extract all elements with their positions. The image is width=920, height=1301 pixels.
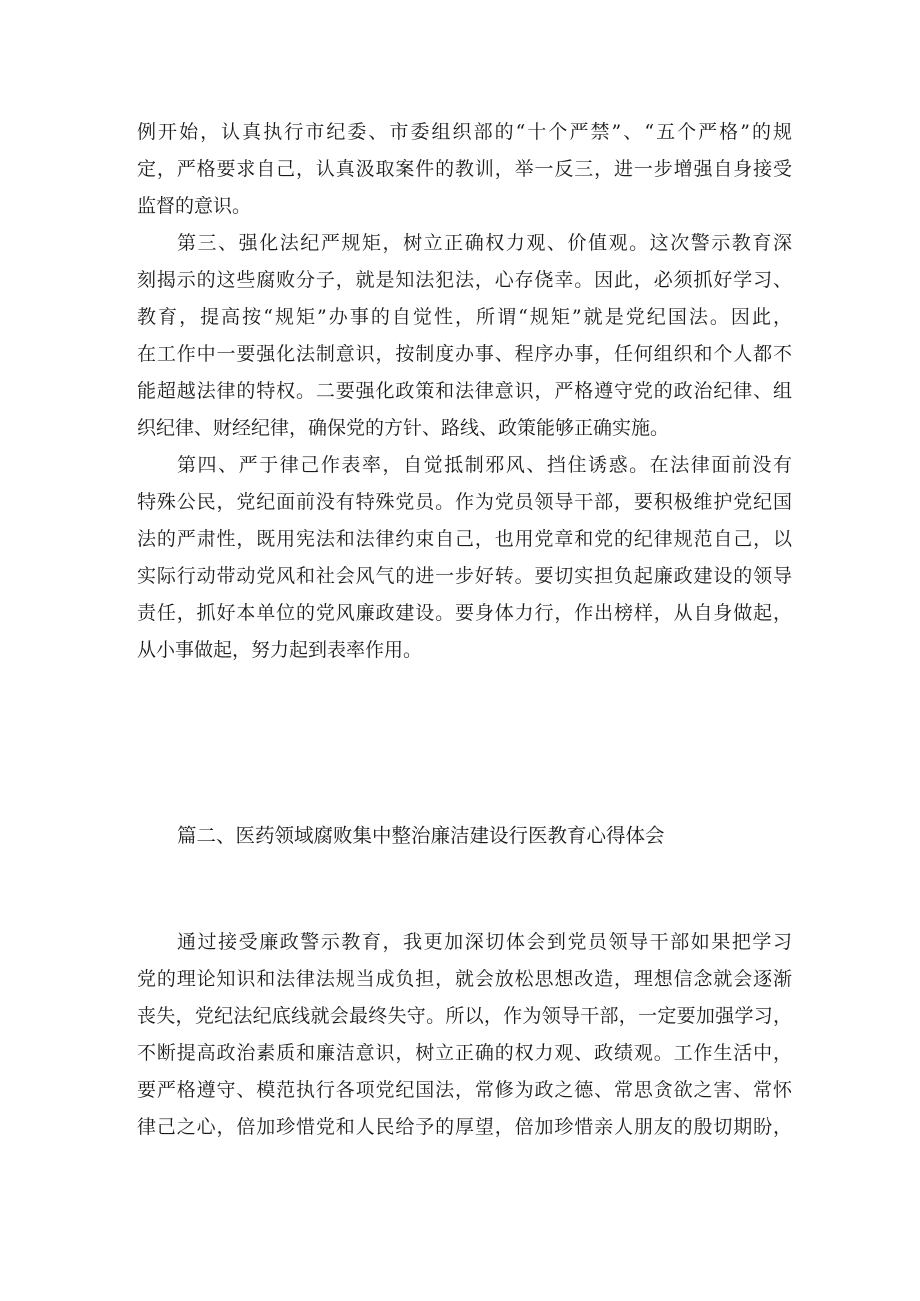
paragraph-1-line-1: 例开始，认真执行市纪委、市委组织部的“十个严禁”、“五个严格”的规 [137, 121, 792, 143]
paragraph-4-line-4: 不断提高政治素质和廉洁意识，树立正确的权力观、政绩观。工作生活中， [137, 1042, 792, 1064]
paragraph-4-line-6: 律己之心，倍加珍惜党和人民给予的厚望，倍加珍惜亲人朋友的殷切期盼， [137, 1116, 792, 1138]
paragraph-4-line-2: 党的理论知识和法律法规当成负担，就会放松思想改造，理想信念就会逐渐 [137, 968, 792, 990]
paragraph-3-line-6: 从小事做起，努力起到表率作用。 [137, 639, 423, 661]
paragraph-2-line-1: 第三、强化法纪严规矩，树立正确权力观、价值观。这次警示教育深 [177, 232, 792, 254]
paragraph-2-line-4: 在工作中一要强化法制意识，按制度办事、程序办事，任何组织和个人都不 [137, 343, 792, 365]
paragraph-4-line-5: 要严格遵守、模范执行各项党纪国法，常修为政之德、常思贪欲之害、常怀 [137, 1079, 792, 1101]
paragraph-4-line-1: 通过接受廉政警示教育，我更加深切体会到党员领导干部如果把学习 [177, 931, 792, 953]
paragraph-1-line-3: 监督的意识。 [137, 195, 252, 217]
paragraph-4-line-3: 丧失，党纪法纪底线就会最终失守。所以，作为领导干部，一定要加强学习， [137, 1005, 792, 1027]
paragraph-3-line-5: 责任，抓好本单位的党风廉政建设。要身体力行，作出榜样，从自身做起， [137, 602, 792, 624]
paragraph-3-line-3: 法的严肃性，既用宪法和法律约束自己，也用党章和党的纪律规范自己，以 [137, 528, 792, 550]
paragraph-2-line-2: 刻揭示的这些腐败分子，就是知法犯法，心存侥幸。因此，必须抓好学习、 [137, 269, 792, 291]
paragraph-3-line-4: 实际行动带动党风和社会风气的进一步好转。要切实担负起廉政建设的领导 [137, 565, 792, 587]
paragraph-2-line-3: 教育，提高按“规矩”办事的自觉性，所谓“规矩”就是党纪国法。因此， [137, 306, 792, 328]
paragraph-3-line-1: 第四、严于律己作表率，自觉抵制邪风、挡住诱惑。在法律面前没有 [177, 454, 792, 476]
section-heading: 篇二、医药领域腐败集中整治廉洁建设行医教育心得体会 [177, 824, 665, 847]
paragraph-1-line-2: 定，严格要求自己，认真汲取案件的教训，举一反三，进一步增强自身接受 [137, 158, 792, 180]
paragraph-2-line-6: 织纪律、财经纪律，确保党的方针、路线、政策能够正确实施。 [137, 417, 670, 439]
paragraph-2-line-5: 能超越法律的特权。二要强化政策和法律意识，严格遵守党的政治纪律、组 [137, 380, 792, 402]
paragraph-3-line-2: 特殊公民，党纪面前没有特殊党员。作为党员领导干部，要积极维护党纪国 [137, 491, 792, 513]
